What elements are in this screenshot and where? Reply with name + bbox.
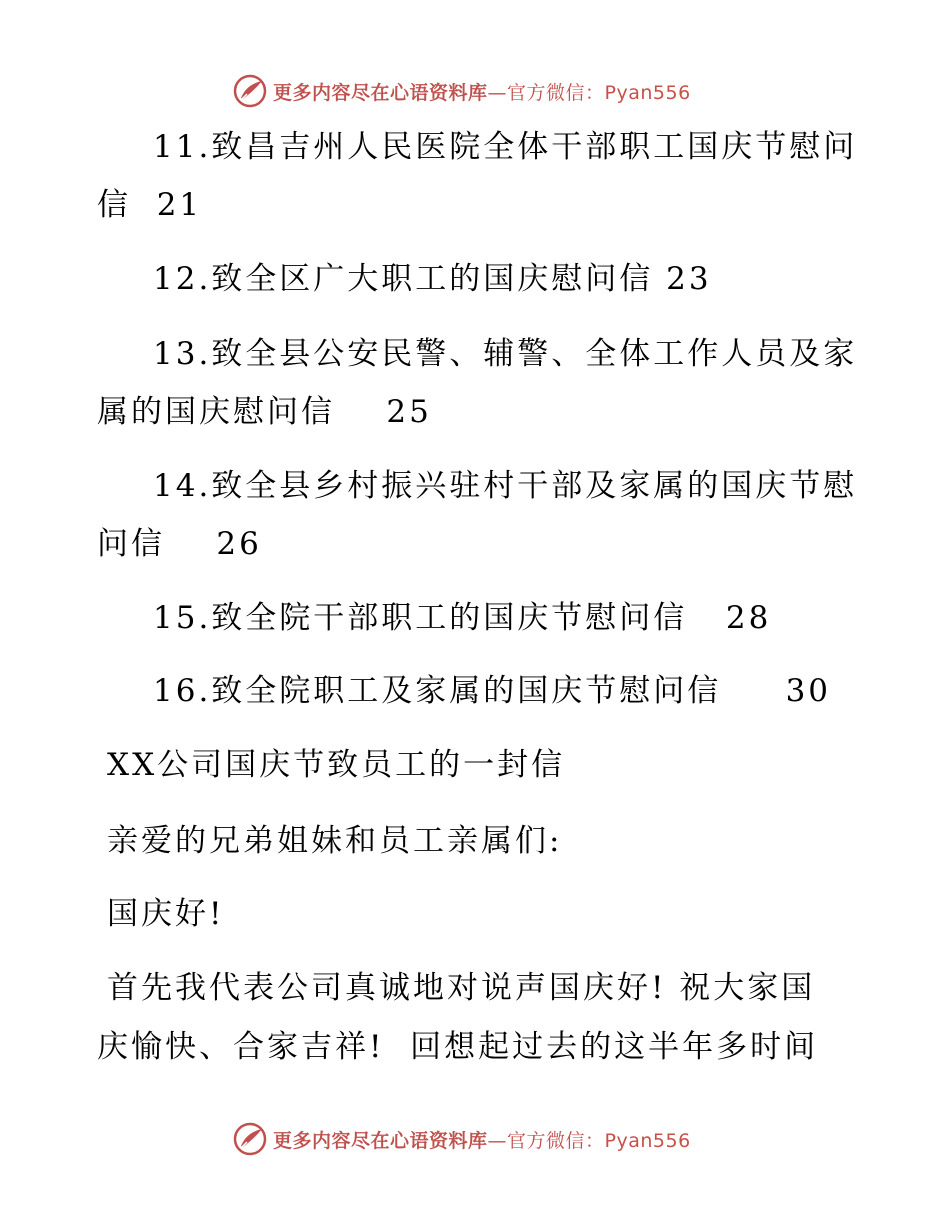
toc-entry-16-line1: 16.致全院职工及家属的国庆节慰问信 30	[153, 673, 832, 709]
quill-logo-icon	[233, 74, 267, 108]
letter-body-line2: 庆愉快、合家吉祥! 回想起过去的这半年多时间	[97, 1029, 819, 1065]
footer-watermark	[233, 1119, 753, 1159]
toc-entry-11-line2: 信 21	[97, 187, 203, 223]
quill-logo-icon	[233, 1122, 267, 1156]
watermark-separator: —	[487, 1129, 508, 1152]
toc-entry-11-line1: 11.致昌吉州人民医院全体干部职工国庆节慰问	[153, 129, 858, 165]
toc-entry-15-line1: 15.致全院干部职工的国庆节慰问信 28	[153, 600, 772, 636]
toc-entry-12-line1: 12.致全区广大职工的国庆慰问信 23	[153, 261, 712, 297]
watermark-site-name: 更多内容尽在心语资料库	[273, 1129, 488, 1152]
letter-title: XX公司国庆节致员工的一封信	[107, 747, 566, 783]
header-watermark	[233, 71, 753, 111]
watermark-wechat-id: Pyan556	[604, 81, 691, 104]
watermark-official-label: 官方微信：	[507, 1129, 605, 1152]
toc-entry-13-line1: 13.致全县公安民警、辅警、全体工作人员及家	[153, 336, 858, 372]
toc-entry-14-line2: 问信 26	[97, 526, 262, 562]
watermark-wechat-id: Pyan556	[604, 1129, 691, 1152]
toc-entry-13-line2: 属的国庆慰问信 25	[97, 394, 432, 430]
toc-entry-14-line1: 14.致全县乡村振兴驻村干部及家属的国庆节慰	[153, 468, 858, 504]
letter-body-line1: 首先我代表公司真诚地对说声国庆好! 祝大家国	[107, 970, 816, 1006]
letter-greeting: 国庆好!	[107, 896, 225, 932]
letter-salutation: 亲爱的兄弟姐妹和员工亲属们:	[107, 823, 563, 859]
watermark-separator: —	[487, 81, 508, 104]
watermark-site-name: 更多内容尽在心语资料库	[273, 81, 488, 104]
watermark-official-label: 官方微信：	[507, 81, 605, 104]
